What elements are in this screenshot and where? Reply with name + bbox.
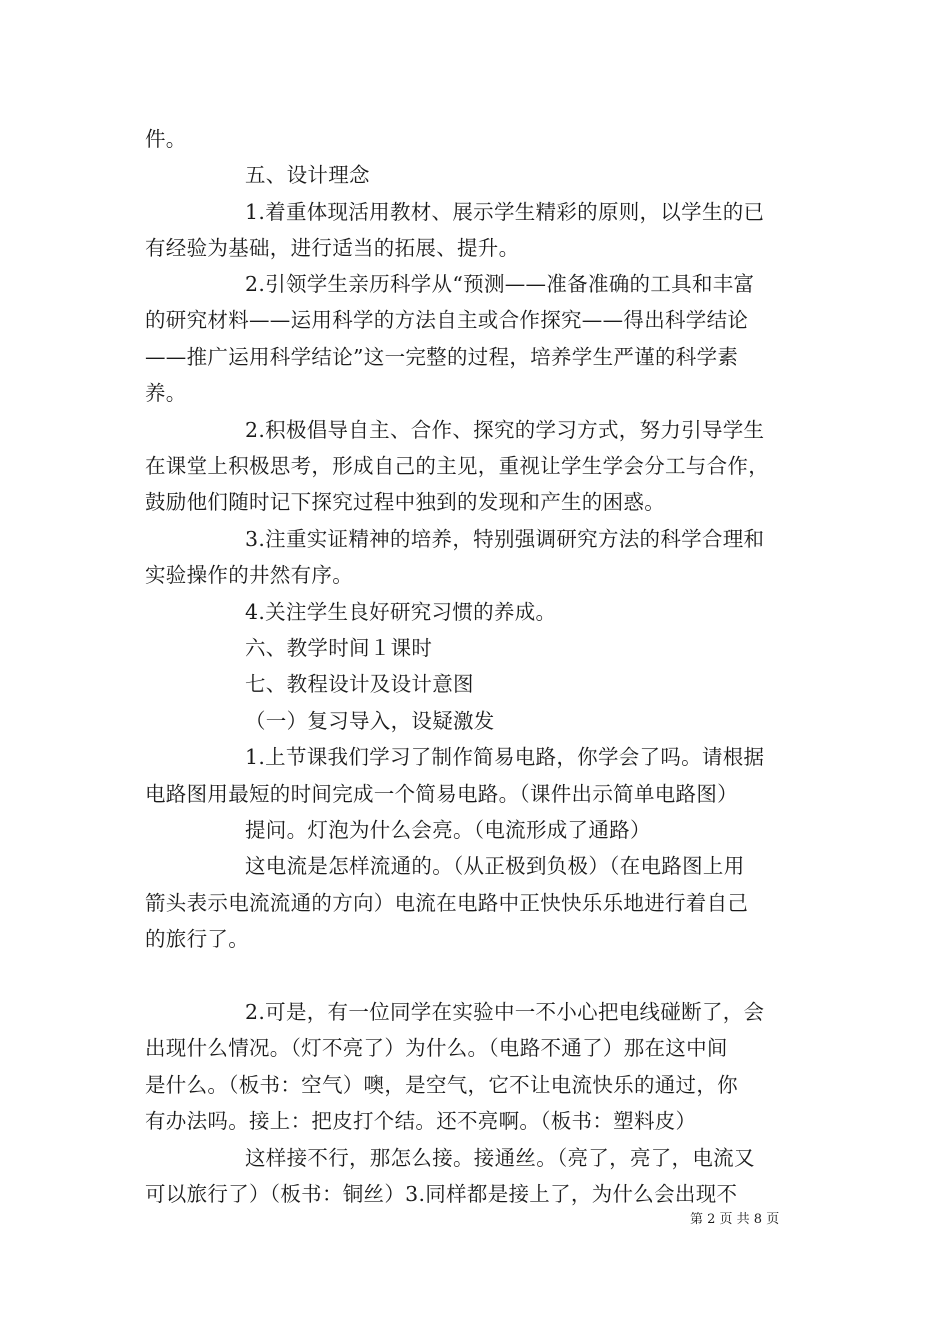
text-line: 4.关注学生良好研究习惯的养成。 <box>245 600 557 624</box>
text-line: 箭头表示电流流通的方向）电流在电路中正快快乐乐地进行着自己 <box>145 891 749 915</box>
text-line: 实验操作的井然有序。 <box>145 563 353 587</box>
text-line: 3.注重实证精神的培养，特别强调研究方法的科学合理和 <box>245 527 765 551</box>
text-line: 的研究材料——运用科学的方法自主或合作探究——得出科学结论 <box>145 308 749 332</box>
text-line: 是什么。（板书：空气）噢，是空气，它不让电流快乐的通过，你 <box>145 1073 738 1097</box>
text-line: 有办法吗。接上：把皮打个结。还不亮啊。（板书：塑料皮） <box>145 1109 697 1133</box>
text-line: 2.引领学生亲历科学从“预测——准备准确的工具和丰富 <box>245 272 755 296</box>
text-line: 的旅行了。 <box>145 927 249 951</box>
text-line: 鼓励他们随时记下探究过程中独到的发现和产生的困惑。 <box>145 490 665 514</box>
text-line: 2.可是，有一位同学在实验中一不小心把电线碰断了，会 <box>245 1000 765 1024</box>
text-line: 提问。灯泡为什么会亮。（电流形成了通路） <box>245 818 651 842</box>
text-line: 在课堂上积极思考，形成自己的主见，重视让学生学会分工与合作， <box>145 454 769 478</box>
text-line: 这电流是怎样流通的。（从正极到负极）（在电路图上用 <box>245 854 745 878</box>
text-line: 1.上节课我们学习了制作简易电路，你学会了吗。请根据 <box>245 745 765 769</box>
text-line: 养。 <box>145 381 187 405</box>
text-line: 有经验为基础，进行适当的拓展、提升。 <box>145 236 520 260</box>
text-line: 可以旅行了）（板书：铜丝）3.同样都是接上了，为什么会出现不 <box>145 1182 738 1206</box>
text-line: ——推广运用科学结论”这一完整的过程，培养学生严谨的科学素 <box>145 345 739 369</box>
text-line: 出现什么情况。（灯不亮了）为什么。（电路不通了）那在这中间 <box>145 1036 728 1060</box>
text-line: 这样接不行，那怎么接。接通丝。（亮了，亮了，电流又 <box>245 1146 755 1170</box>
section-heading: 五、设计理念 <box>245 163 370 187</box>
subsection-heading: （一）复习导入，设疑激发 <box>245 709 495 733</box>
section-heading: 七、教程设计及设计意图 <box>245 672 474 696</box>
section-heading: 六、教学时间１课时 <box>245 636 433 660</box>
text-line: 电路图用最短的时间完成一个简易电路。（课件出示简单电路图） <box>145 782 738 806</box>
page-number-footer: 第 2 页 共 8 页 <box>690 1212 780 1227</box>
text-line: 件。 <box>145 127 187 151</box>
text-line: 2.积极倡导自主、合作、探究的学习方式，努力引导学生 <box>245 418 765 442</box>
text-line: 1.着重体现活用教材、展示学生精彩的原则，以学生的已 <box>245 200 765 224</box>
